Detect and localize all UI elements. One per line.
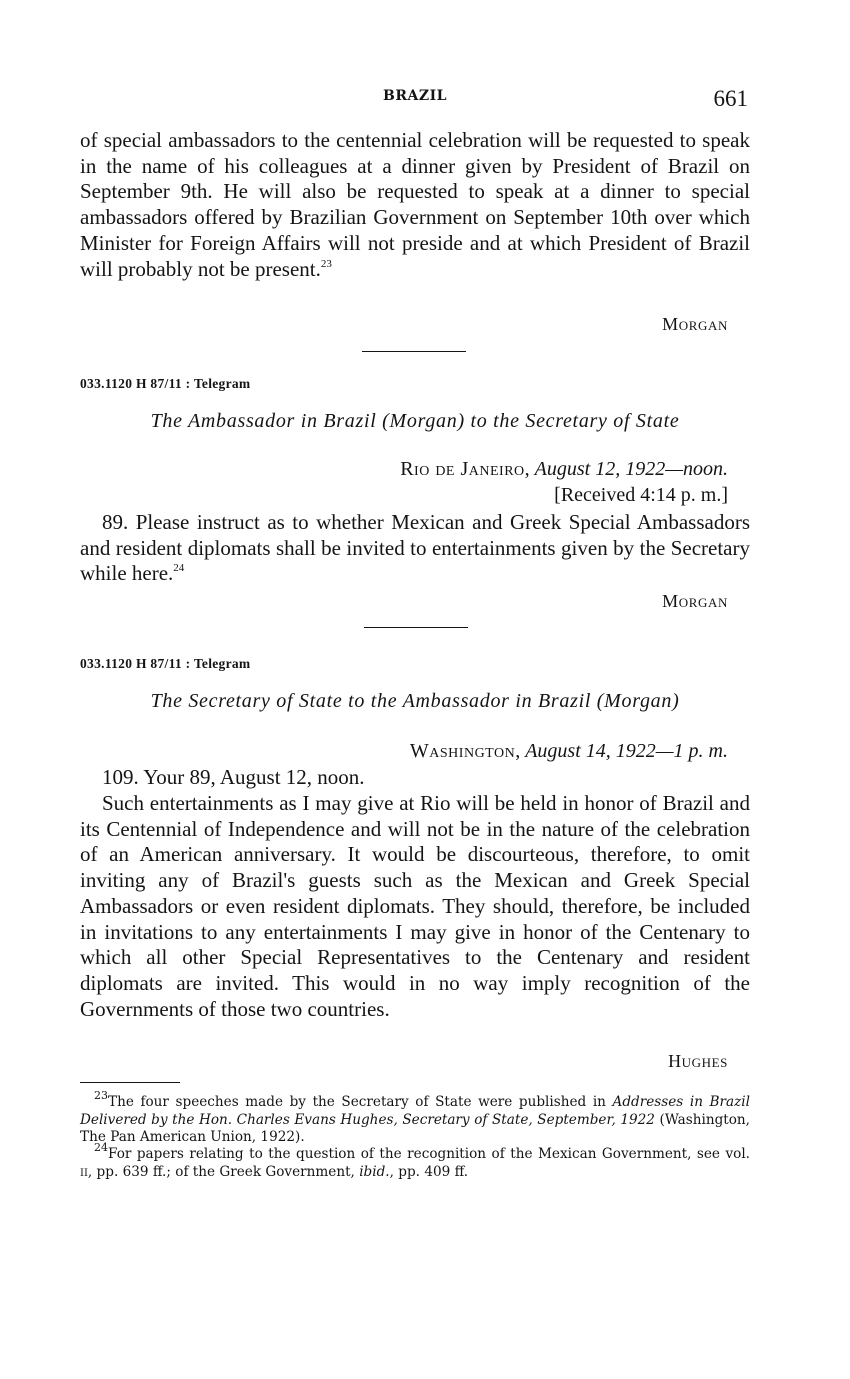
document-heading-2: The Secretary of State to the Ambassador in Brazil (Morgan) xyxy=(150,690,680,712)
section-divider xyxy=(362,351,466,352)
telegram-body-2: Such entertainments as I may give at Rio will be held in honor of Brazil and its Centennial of Independence and will not be in the nature of the celebration of an American anniversary. It would be discourteous, therefore, to omit inviting any of Brazil's guests such as the Mexican and Greek Special Ambassadors or even resident diplomats. They should, therefore, be included in invitations to any entertainments I may give in honor of the Centenary to which all other Special Representatives to the Centenary and resident diplomats are invited. This would in no way imply recognition of the Governments of those two countries. xyxy=(80,791,750,1021)
footnote-24: $^{24}$For papers relating to the question of the recognition of the Mexican Government, see vol. ii, pp. 639 ff.; of the Greek Government, ibid., pp. 409 ff. xyxy=(80,1141,750,1180)
running-title: BRAZIL xyxy=(383,88,447,104)
received-note: [Received 4:14 p. m.] xyxy=(554,484,728,506)
dateline-1: Rio de Janeiro, August 12, 1922—noon. xyxy=(400,458,728,480)
heading-name: Morgan xyxy=(389,410,458,432)
continuation-paragraph xyxy=(80,128,750,282)
signature-morgan-1: Morgan xyxy=(662,314,728,334)
heading-name: Morgan xyxy=(604,690,673,712)
footnote-ref-23[interactable]: 23 xyxy=(320,257,332,270)
footnote-number: 23 xyxy=(94,1089,108,1103)
dateline-place: Rio de Janeiro xyxy=(400,458,525,480)
continuation-text: of special ambassadors to the centennial celebration will be requested to speak in the name of his colleagues at a dinner given by President of Brazil on September 9th. He will also be requested to speak at a dinner to special ambassadors offered by Brazilian Government on September 10th over which Minister for Foreign Affairs will not preside and at which President of Brazil will probably not be present. xyxy=(80,128,750,281)
signature-morgan-2: Morgan xyxy=(662,591,728,611)
footnote-separator xyxy=(80,1082,180,1083)
footnote-23: $^{23}$The four speeches made by the Secretary of State were published in Addresses in Brazil Delivered by the Hon. Charles Evans Hughes, Secretary of State, September, 1922 (Washington, The Pan American Union, 1922). xyxy=(80,1089,751,1145)
dateline-date: August 14, 1922—1 p. m. xyxy=(525,740,728,762)
dateline-2: Washington, August 14, 1922—1 p. m. xyxy=(409,740,728,762)
file-reference-1: 033.1120 H 87/11 : Telegram xyxy=(80,376,251,391)
file-reference-2: 033.1120 H 87/11 : Telegram xyxy=(80,656,251,671)
running-head xyxy=(80,86,750,116)
signature-hughes: Hughes xyxy=(668,1051,728,1071)
footnote-title: Addresses in Brazil Delivered by the Hon. Charles Evans Hughes, Secretary of State, September, 1922 xyxy=(80,1094,751,1128)
telegram-number-line: 109. Your 89, August 12, noon. xyxy=(102,765,365,789)
footnote-number: 24 xyxy=(94,1141,108,1155)
document-heading-1: The Ambassador in Brazil (Morgan) to the Secretary of State xyxy=(150,410,680,432)
dateline-place: Washington xyxy=(409,740,516,762)
dateline-date: August 12, 1922—noon. xyxy=(534,458,728,480)
page-number: 661 xyxy=(713,86,748,111)
footnote-ref-24[interactable]: 24 xyxy=(173,562,185,575)
telegram-body-1: 89. Please instruct as to whether Mexican and Greek Special Ambassadors and resident diplomats shall be invited to entertainments given by the Secretary while here.$^{24}$ xyxy=(80,510,750,586)
section-divider xyxy=(364,627,468,628)
